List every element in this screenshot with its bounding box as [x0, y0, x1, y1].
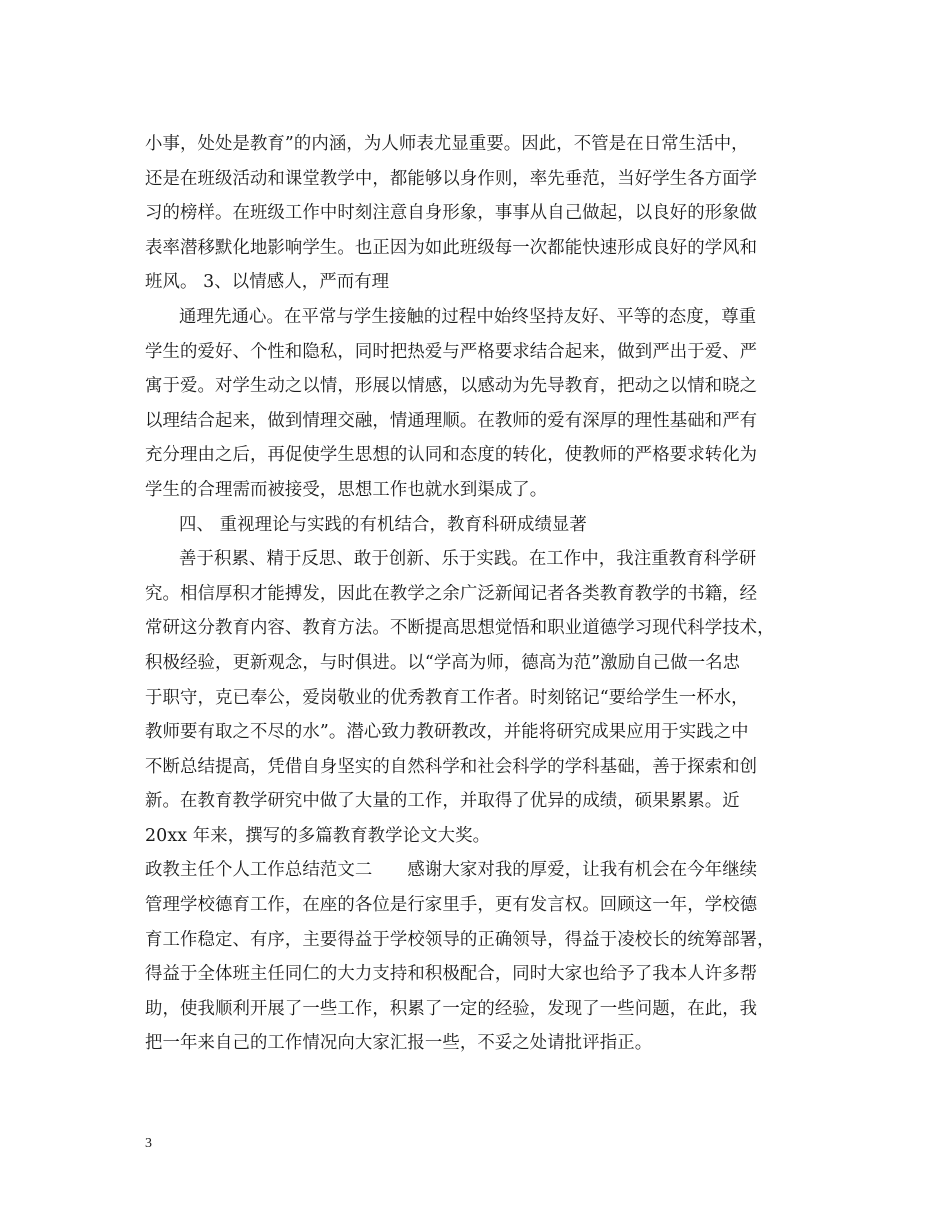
text-line: 善于积累、精于反思、敢于创新、乐于实践。在工作中，我注重教育科学研 [179, 549, 757, 570]
text-line: 助，使我顺利开展了一些工作，积累了一定的经验，发现了一些问题，在此，我 [145, 998, 758, 1019]
text-line: 把一年来自己的工作情况向大家汇报一些，不妥之处请批评指正。 [145, 1033, 653, 1054]
text-line: 以理结合起来，做到情理交融，情通理顺。在教师的爱有深厚的理性基础和严有 [145, 410, 758, 431]
text-line: 得益于全体班主任同仁的大力支持和积极配合，同时大家也给予了我本人许多帮 [145, 964, 758, 985]
text-line: 四、 重视理论与实践的有机结合，教育科研成绩显著 [179, 514, 587, 535]
text-line: 教师要有取之不尽的水”。潜心致力教研教改，并能将研究成果应用于实践之中 [145, 722, 749, 743]
text-line: 充分理由之后，再促使学生思想的认同和态度的转化，使教师的严格要求转化为 [145, 445, 758, 466]
text-line: 表率潜移默化地影响学生。也正因为如此班级每一次都能快速形成良好的学风和 [145, 237, 758, 258]
text-line: 育工作稳定、有序，主要得益于学校领导的正确领导，得益于凌校长的统筹部署， [145, 929, 775, 950]
text-line: 还是在班级活动和课堂教学中，都能够以身作则，率先垂范，当好学生各方面学 [145, 168, 758, 189]
text-line: 不断总结提高，凭借自身坚实的自然科学和社会科学的学科基础，善于探索和创 [145, 756, 758, 777]
text-line: 究。相信厚积才能搏发，因此在教学之余广泛新闻记者各类教育教学的书籍，经 [145, 583, 758, 604]
text-line: 常研这分教育内容、教育方法。不断提高思想觉悟和职业道德学习现代科学技术， [145, 618, 775, 639]
text-line: 20xx 年来，撰写的多篇教育教学论文大奖。 [145, 825, 491, 846]
page-number: 3 [145, 1136, 152, 1151]
text-line: 寓于爱。对学生动之以情，形展以情感，以感动为先导教育，把动之以情和晓之 [145, 376, 758, 397]
text-line: 学生的合理需而被接受，思想工作也就水到渠成了。 [145, 479, 548, 500]
text-line: 新。在教育教学研究中做了大量的工作，并取得了优异的成绩，硕果累累。近 [145, 791, 740, 812]
text-line: 管理学校德育工作，在座的各位是行家里手，更有发言权。回顾这一年，学校德 [145, 895, 758, 916]
text-line: 政教主任个人工作总结范文二 感谢大家对我的厚爱，让我有机会在今年继续 [145, 860, 758, 881]
text-line: 学生的爱好、个性和隐私，同时把热爱与严格要求结合起来，做到严出于爱、严 [145, 341, 758, 362]
text-line: 习的榜样。在班级工作中时刻注意自身形象，事事从自己做起，以良好的形象做 [145, 203, 758, 224]
text-line: 班风。 3、以情感人，严而有理 [145, 272, 390, 293]
text-line: 积极经验，更新观念，与时俱进。以“学高为师，德高为范”激励自己做一名忠 [145, 652, 741, 673]
text-line: 小事，处处是教育”的内涵，为人师表尤显重要。因此，不管是在日常生活中， [145, 134, 749, 154]
text-line: 于职守，克已奉公，爱岗敬业的优秀教育工作者。时刻铭记“要给学生一杯水， [145, 687, 749, 708]
body-text [145, 127, 810, 1061]
text-line: 通理先通心。在平常与学生接触的过程中始终坚持友好、平等的态度，尊重 [179, 306, 757, 327]
